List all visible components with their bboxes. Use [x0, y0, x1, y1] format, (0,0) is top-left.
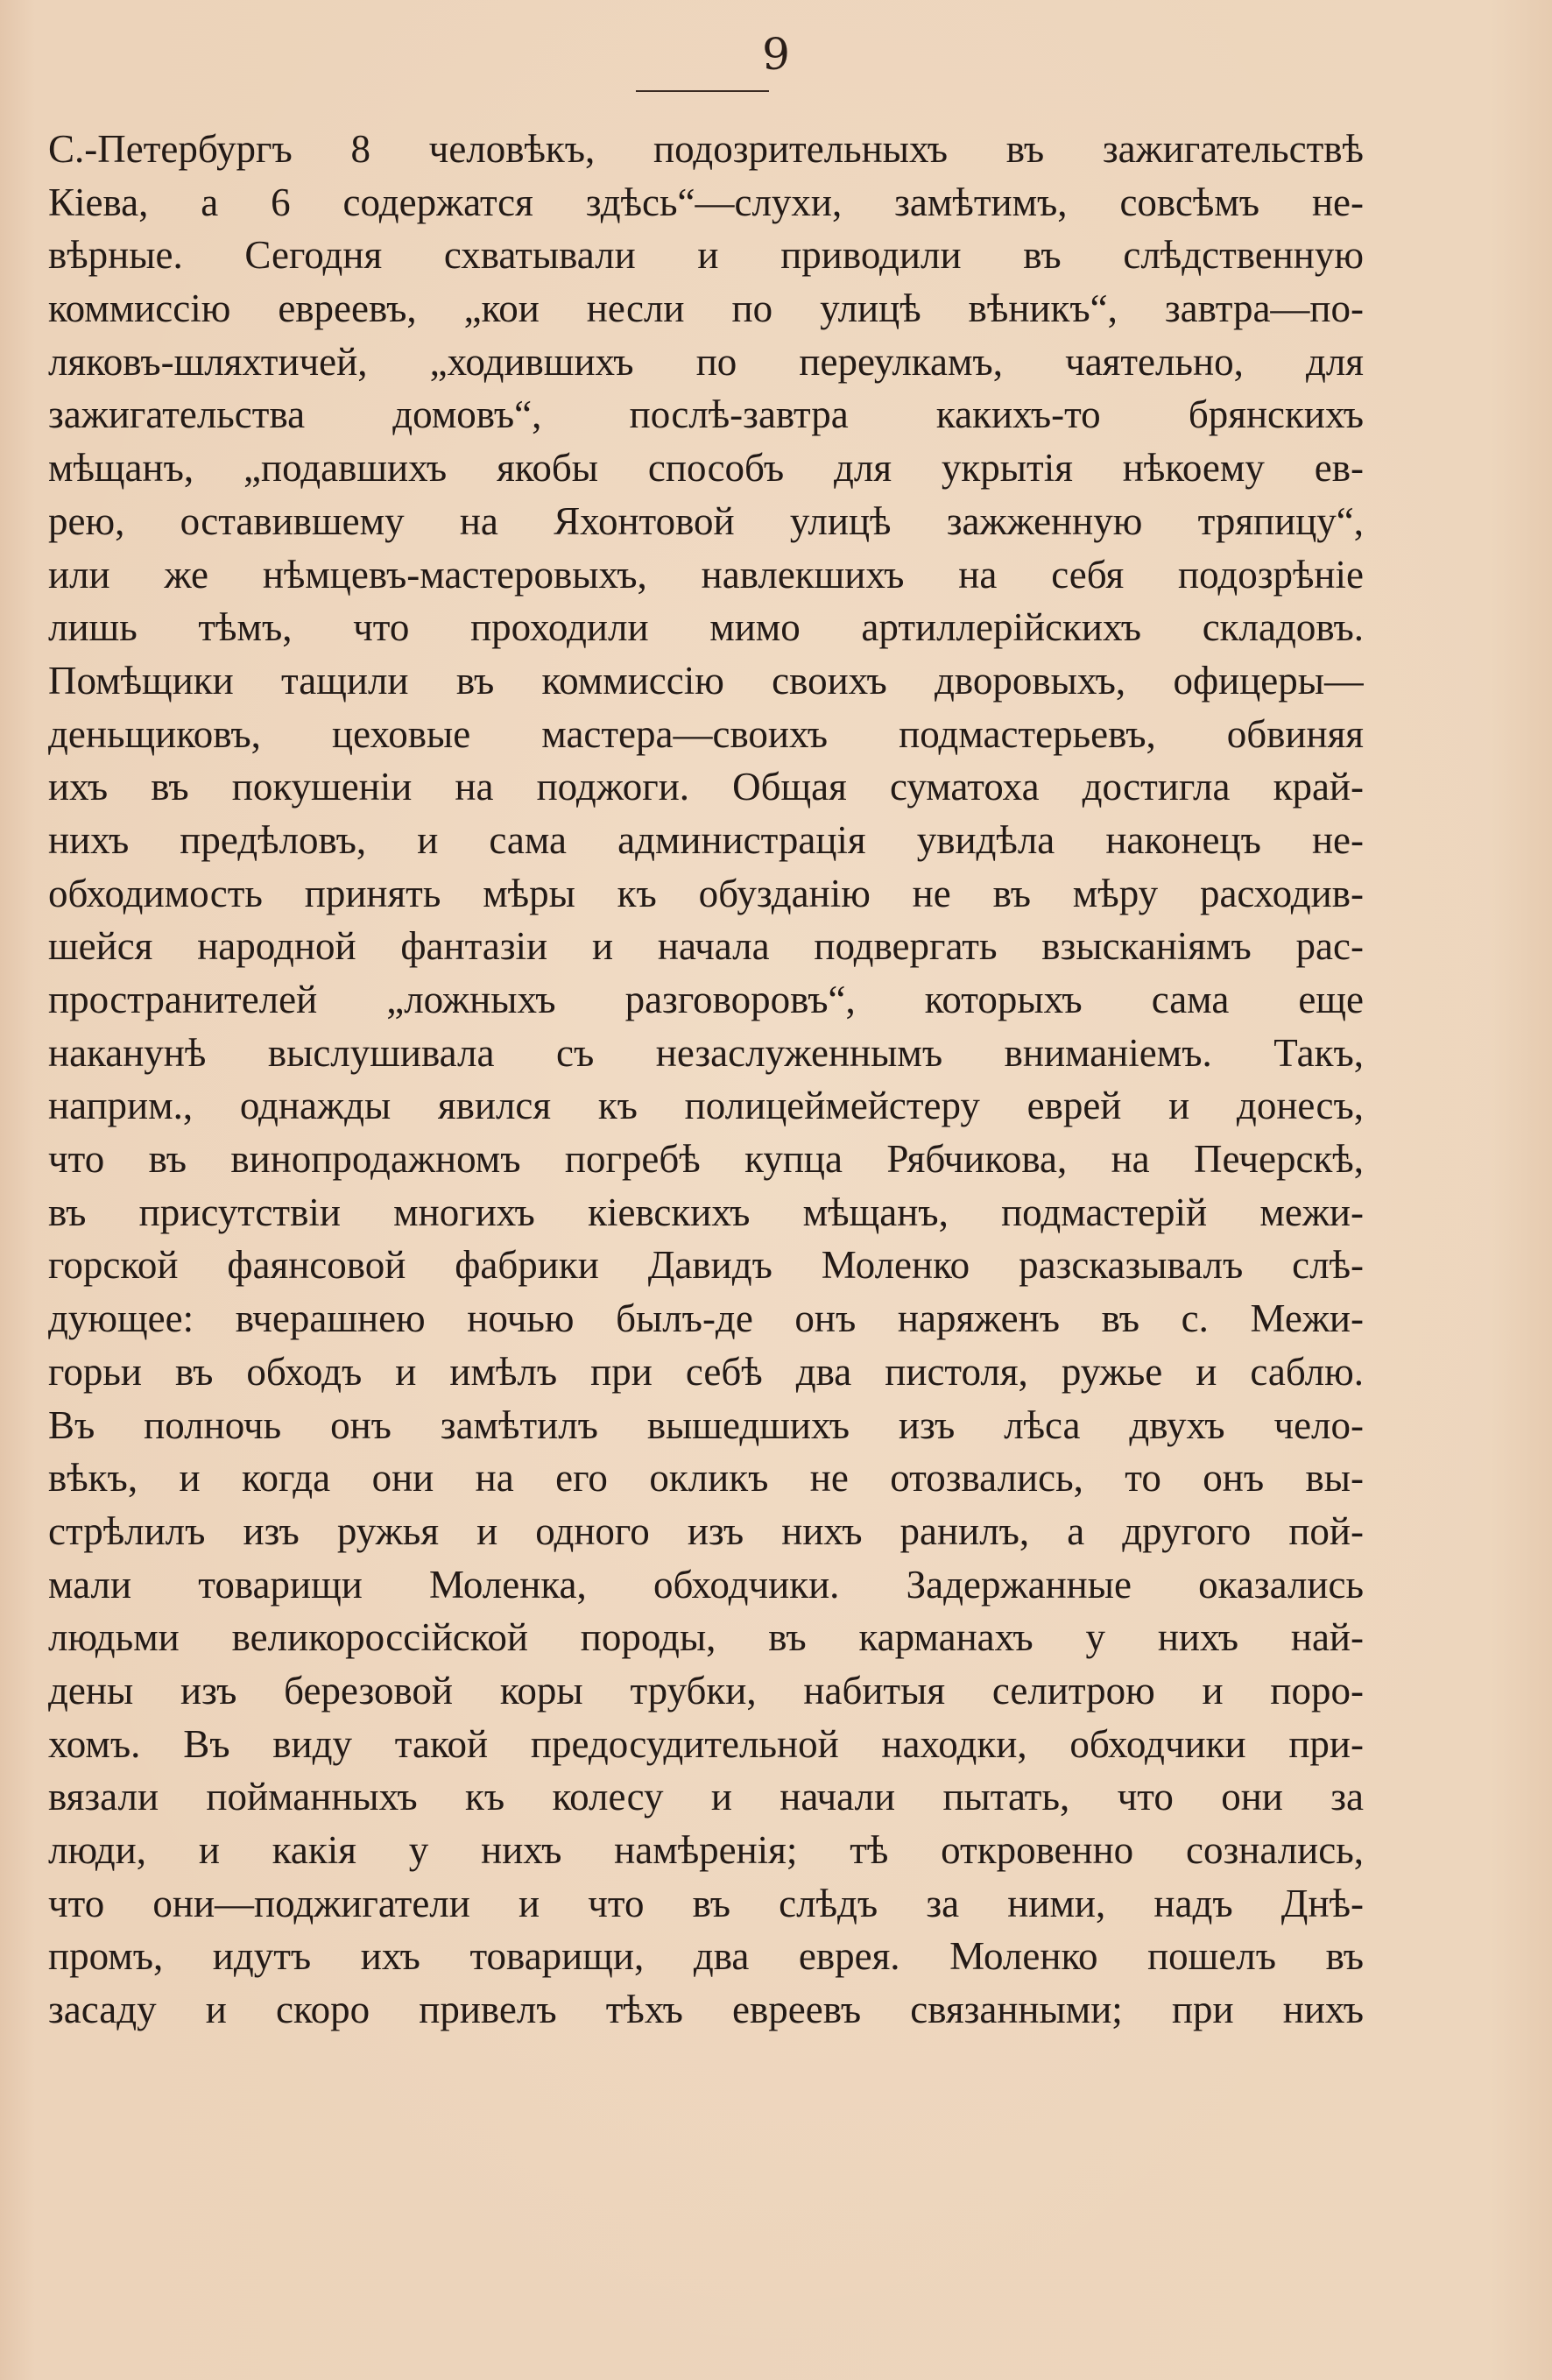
text-line: горьи въ обходъ и имѣлъ при себѣ два пистоля, ружье и саблю.	[48, 1349, 1364, 1394]
text-line: стрѣлилъ изъ ружья и одного изъ нихъ ранилъ, а другого пой-	[48, 1508, 1364, 1553]
text-line: людьми великороссійской породы, въ карманахъ у нихъ най-	[48, 1615, 1364, 1660]
text-line: Въ полночь онъ замѣтилъ вышедшихъ изъ лѣса двухъ чело-	[48, 1402, 1364, 1447]
text-line: коммиссію евреевъ, „кои несли по улицѣ вѣникъ“, завтра—по-	[48, 286, 1364, 331]
text-line: вѣкъ, и когда они на его окликъ не отозвались, то онъ вы-	[48, 1456, 1364, 1501]
text-line: вѣрные. Сегодня схватывали и приводили въ слѣдственную	[48, 233, 1364, 278]
text-line: ихъ въ покушеніи на поджоги. Общая суматоха достигла край-	[48, 765, 1364, 809]
text-line: Кіева, а 6 содержатся здѣсь“—слухи, замѣтимъ, совсѣмъ не-	[48, 180, 1364, 224]
body-text	[48, 123, 1364, 2037]
text-line: люди, и какія у нихъ намѣренія; тѣ откровенно сознались,	[48, 1828, 1364, 1872]
text-line: деньщиковъ, цеховые мастера—своихъ подмастерьевъ, обвиняя	[48, 711, 1364, 756]
text-line: лишь тѣмъ, что проходили мимо артиллерійскихъ складовъ.	[48, 605, 1364, 650]
text-line: горской фаянсовой фабрики Давидъ Моленко разсказывалъ слѣ-	[48, 1243, 1364, 1288]
text-line: дены изъ березовой коры трубки, набитыя селитрою и поро-	[48, 1668, 1364, 1713]
text-line: вязали пойманныхъ къ колесу и начали пытать, что они за	[48, 1775, 1364, 1819]
text-line: наприм., однажды явился къ полицеймейстеру еврей и донесъ,	[48, 1084, 1364, 1128]
text-line: пространителей „ложныхъ разговоровъ“, которыхъ сама еще	[48, 978, 1364, 1021]
text-line: мѣщанъ, „подавшихъ якобы способъ для укрытія нѣкоему ев-	[48, 446, 1364, 491]
text-line: Помѣщики тащили въ коммиссію своихъ дворовыхъ, офицеры—	[48, 658, 1364, 703]
text-line: мали товарищи Моленка, обходчики. Задержанные оказались	[48, 1562, 1364, 1607]
text-line: хомъ. Въ виду такой предосудительной находки, обходчики при-	[48, 1721, 1364, 1766]
text-line: наканунѣ выслушивала съ незаслуженнымъ вниманіемъ. Такъ,	[48, 1030, 1364, 1075]
text-line: нихъ предѣловъ, и сама администрація увидѣла наконецъ не-	[48, 817, 1364, 862]
text-line: въ присутствіи многихъ кіевскихъ мѣщанъ, подмастерій межи-	[48, 1190, 1364, 1234]
text-line: рею, оставившему на Яхонтовой улицѣ зажженную тряпицу“,	[48, 498, 1364, 543]
text-line: зажигательства домовъ“, послѣ-завтра какихъ-то брянскихъ	[48, 392, 1364, 437]
text-line: ляковъ-шляхтичей, „ходившихъ по переулкамъ, чаятельно, для	[48, 339, 1364, 384]
text-line: обходимость принять мѣры къ обузданію не въ мѣру расходив-	[48, 871, 1364, 915]
text-line: шейся народной фантазіи и начала подвергать взысканіямъ рас-	[48, 924, 1364, 969]
page-number-rule	[636, 90, 769, 92]
text-line: промъ, идутъ ихъ товарищи, два еврея. Моленко пошелъ въ	[48, 1934, 1364, 1979]
page-number: 9	[762, 29, 790, 80]
text-line: что въ винопродажномъ погребѣ купца Рябчикова, на Печерскѣ,	[48, 1137, 1364, 1182]
text-line: дующее: вчерашнею ночью былъ-де онъ наряженъ въ с. Межи-	[48, 1296, 1364, 1341]
text-line: С.-Петербургъ 8 человѣкъ, подозрительныхъ въ зажигательствѣ	[48, 127, 1364, 171]
text-line: что они—поджигатели и что въ слѣдъ за ними, надъ Днѣ-	[48, 1881, 1364, 1925]
text-line: засаду и скоро привелъ тѣхъ евреевъ связанными; при нихъ	[48, 1988, 1364, 2032]
text-line: или же нѣмцевъ-мастеровыхъ, навлекшихъ на себя подозрѣніе	[48, 552, 1364, 597]
